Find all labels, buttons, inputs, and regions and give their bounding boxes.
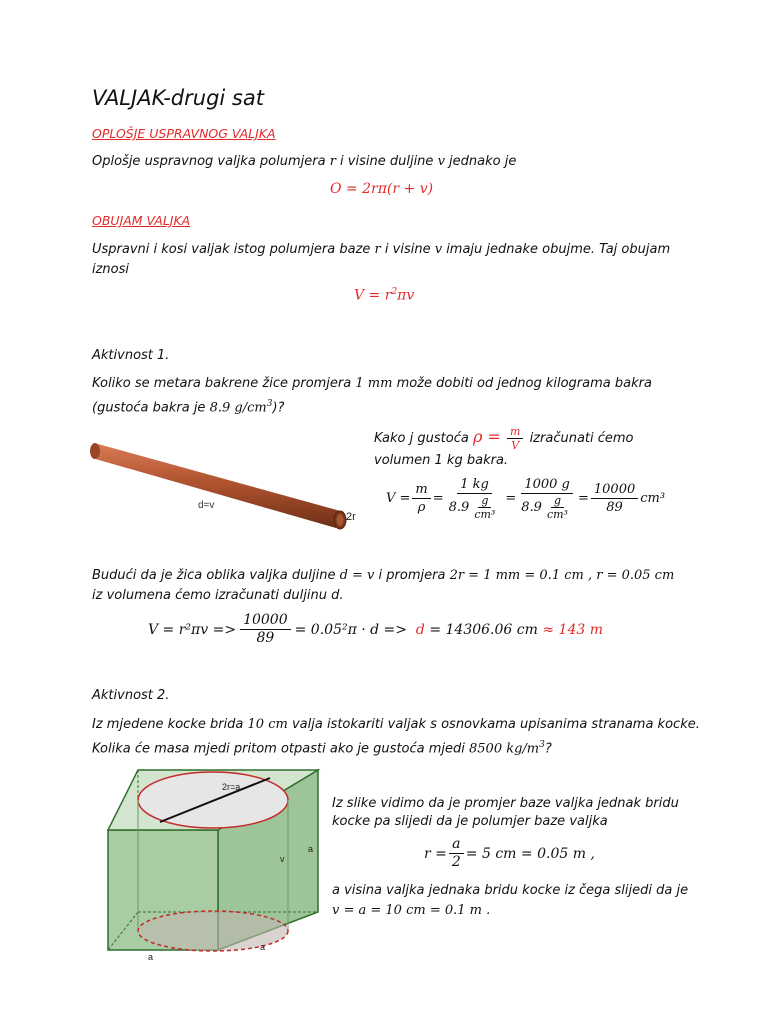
surface-paragraph: Oplošje uspravnog valjka polumjera r i visine duljine v jednako je bbox=[92, 154, 517, 169]
volume-paragraph: Uspravni i kosi valjak istog polumjera baze r i visine v imaju jednake obujme. Taj obujam bbox=[92, 242, 671, 257]
cube-explanation-line3: a visina valjka jednaka bridu kocke iz čega slijedi da je bbox=[332, 883, 689, 898]
diameter-label: 2r=a bbox=[222, 782, 241, 792]
cube-cylinder-figure bbox=[100, 760, 330, 965]
activity-1-title: Aktivnost 1. bbox=[92, 348, 170, 363]
cube-explanation-line1: Iz slike vidimo da je promjer baze valjka jednak bridu bbox=[332, 796, 679, 811]
activity-1-question-line2: (gustoća bakra je 8.9 $g/cm^3$)? bbox=[92, 399, 285, 416]
section-heading-volume: OBUJAM VALJKA bbox=[92, 213, 191, 228]
surface-formula: O = 2rπ(r + v) bbox=[330, 181, 434, 197]
cube-explanation-line2: kocke pa slijedi da je polumjer baze valjka bbox=[332, 814, 608, 829]
wire-paragraph-line1: Budući da je žica oblika valjka duljine d = v i promjera 2r = 1 mm = 0.1 cm , r = 0.05 cm bbox=[92, 568, 675, 583]
copper-volume-equation: V = $\frac{m}{\rho}$ = 1 kg 8.9 $\frac{g}{\text{cm³}}$ = 1000 g 8.9 $\frac{g}{\text{cm³}}$ = $\frac{10000}{89}$ cm³ bbox=[386, 477, 666, 521]
edge-label-bottom: a bbox=[148, 952, 154, 962]
density-sentence-end: volumen 1 kg bakra. bbox=[374, 453, 509, 468]
radius-equation: r = $\frac{a}{2}$ = 5 cm = 0.05 m , bbox=[424, 836, 595, 870]
density-sentence: Kako j gustoća ρ = $\frac{m}{V}$ izračunati ćemo bbox=[374, 425, 634, 452]
page-title: VALJAK-drugi sat bbox=[92, 86, 264, 110]
copper-wire-figure bbox=[90, 430, 370, 530]
volume-formula: $V = r^2\pi v$ bbox=[354, 287, 415, 304]
cylinder-bottom-base bbox=[138, 911, 288, 951]
height-equation: v = a = 10 cm = 0.1 m . bbox=[332, 903, 491, 918]
activity-2-question-line2: Kolika će masa mjedi pritom otpasti ako je gustoća mjedi 8500 $kg/m^3$? bbox=[92, 740, 552, 757]
volume-paragraph-end: iznosi bbox=[92, 262, 130, 277]
section-heading-surface: OPLOŠJE USPRAVNOG VALJKA bbox=[92, 126, 276, 141]
edge-label-right: a bbox=[308, 844, 314, 854]
height-label: v bbox=[280, 854, 285, 864]
activity-1-question-line1: Koliko se metara bakrene žice promjera 1 mm može dobiti od jednog kilograma bakra bbox=[92, 376, 652, 391]
edge-label-side: a bbox=[260, 942, 266, 952]
activity-2-title: Aktivnost 2. bbox=[92, 688, 170, 703]
copper-wire-cylinder bbox=[90, 443, 346, 529]
wire-length-calculation: V = r²πv => $\frac{10000}{89}$ = 0.05²π · d => d = 14306.06 cm ≈ 143 m bbox=[148, 612, 603, 646]
wire-paragraph-line2: iz volumena ćemo izračunati duljinu d. bbox=[92, 588, 344, 603]
wire-diameter-label: 2r bbox=[346, 511, 356, 523]
activity-2-question-line1: Iz mjedene kocke brida 10 cm valja istokariti valjak s osnovkama upisanima stranama kocke. bbox=[92, 717, 700, 732]
wire-length-label: d=v bbox=[198, 500, 215, 511]
